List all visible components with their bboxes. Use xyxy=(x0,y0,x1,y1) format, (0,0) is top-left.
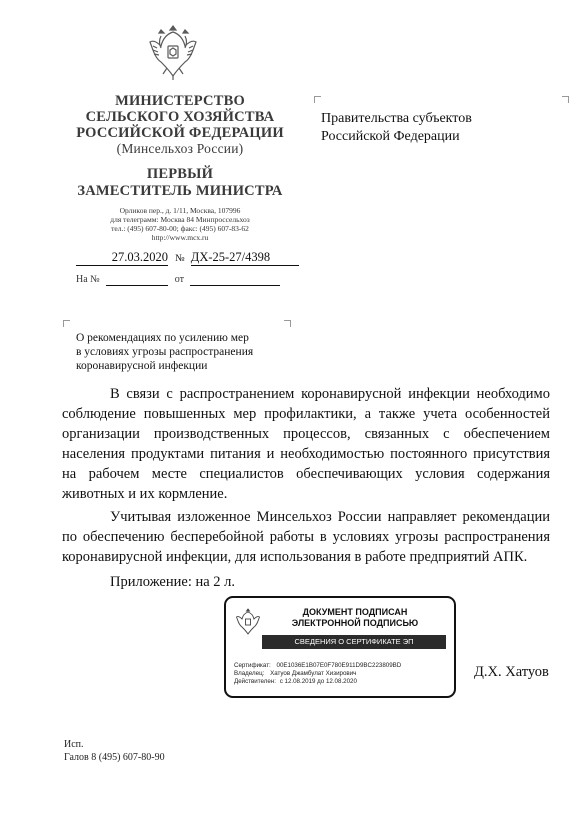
reference-label: На № xyxy=(76,274,100,285)
position-title xyxy=(60,166,300,200)
certificate-label: Сертификат: xyxy=(234,662,271,669)
subject xyxy=(76,331,253,373)
recipient-line: Российской Федерации xyxy=(321,129,460,144)
certificate-value: 00E1036E1B07E0F780E911D9BC223809BD xyxy=(276,662,402,669)
corner-mark xyxy=(562,96,569,103)
reference-line xyxy=(76,274,280,286)
stamp-title-line: ЭЛЕКТРОННОЙ ПОДПИСЬЮ xyxy=(291,618,419,628)
certificate-details xyxy=(234,662,401,686)
owner-label: Владелец: xyxy=(234,670,265,677)
reference-from-label: от xyxy=(174,274,184,285)
corner-mark xyxy=(63,320,70,327)
address-line: тел.: (495) 607-80-00; факс: (495) 607-83-62 xyxy=(111,224,249,233)
coat-of-arms-icon xyxy=(147,20,199,82)
ministry-name xyxy=(70,93,290,157)
document-number: ДХ-25-27/4398 xyxy=(191,250,299,266)
address-line: Орликов пер., д. 1/11, Москва, 107996 xyxy=(119,206,241,215)
stamp-emblem-icon xyxy=(235,606,261,636)
validity-label: Действителен: xyxy=(234,678,276,685)
recipient xyxy=(321,110,472,146)
executor-contact: Галов 8 (495) 607-80-90 xyxy=(64,752,165,763)
certificate-row xyxy=(234,662,401,670)
certificate-info-bar: СВЕДЕНИЯ О СЕРТИФИКАТЕ ЭП xyxy=(262,635,446,649)
reference-number-blank xyxy=(106,274,168,286)
validity-value: с 12.08.2019 до 12.08.2020 xyxy=(279,678,357,685)
number-sign: № xyxy=(175,253,185,264)
owner-row xyxy=(234,670,401,678)
executor-info xyxy=(64,738,165,764)
owner-value: Хатуов Джамбулат Хизирович xyxy=(270,670,357,677)
subject-line: О рекомендациях по усилению мер xyxy=(76,332,249,344)
subject-line: коронавирусной инфекции xyxy=(76,360,208,372)
electronic-signature-stamp xyxy=(224,596,456,698)
subject-line: в условиях угрозы распространения xyxy=(76,346,254,358)
ministry-line: МИНИСТЕРСТВО xyxy=(115,93,245,109)
executor-label: Исп. xyxy=(64,739,84,750)
ministry-short-name: (Минсельхоз России) xyxy=(116,141,244,156)
letter-body xyxy=(62,384,550,567)
address-block xyxy=(80,206,280,242)
recipient-line: Правительства субъектов xyxy=(321,111,472,126)
document-date: 27.03.2020 xyxy=(76,250,168,266)
corner-mark xyxy=(284,320,291,327)
stamp-title-line: ДОКУМЕНТ ПОДПИСАН xyxy=(302,607,408,617)
signer-name: Д.Х. Хатуов xyxy=(474,664,549,680)
address-line: для телеграмм: Москва 84 Минпроссельхоз xyxy=(110,215,250,224)
body-paragraph: Учитывая изложенное Минсельхоз России направляет рекомендации по обеспечению бесперебойной работы в условиях угрозы распространения коронавирусной инфекции, для использования в работе предприятий АПК. xyxy=(62,509,550,565)
position-line: ЗАМЕСТИТЕЛЬ МИНИСТРА xyxy=(77,183,283,199)
attachment-note: Приложение: на 2 л. xyxy=(110,574,236,590)
date-number-line xyxy=(76,250,299,266)
reference-date-blank xyxy=(190,274,280,286)
validity-row xyxy=(234,678,401,686)
stamp-title xyxy=(264,607,446,629)
ministry-line: СЕЛЬСКОГО ХОЗЯЙСТВА xyxy=(85,109,275,125)
ministry-line: РОССИЙСКОЙ ФЕДЕРАЦИИ xyxy=(76,125,284,141)
website-link: http://www.mcx.ru xyxy=(151,233,209,242)
corner-mark xyxy=(314,96,321,103)
body-paragraph: В связи с распространением коронавирусной инфекции необходимо соблюдение повышенных мер профилактики, а также учета особенностей организации производственных процессов, связанных с обеспечением населения продуктами питания и необходимостью постоянного присутствия на рабочем месте специалистов обеспечивающих условия содержания животных и их кормление. xyxy=(62,386,550,502)
position-line: ПЕРВЫЙ xyxy=(146,166,214,182)
